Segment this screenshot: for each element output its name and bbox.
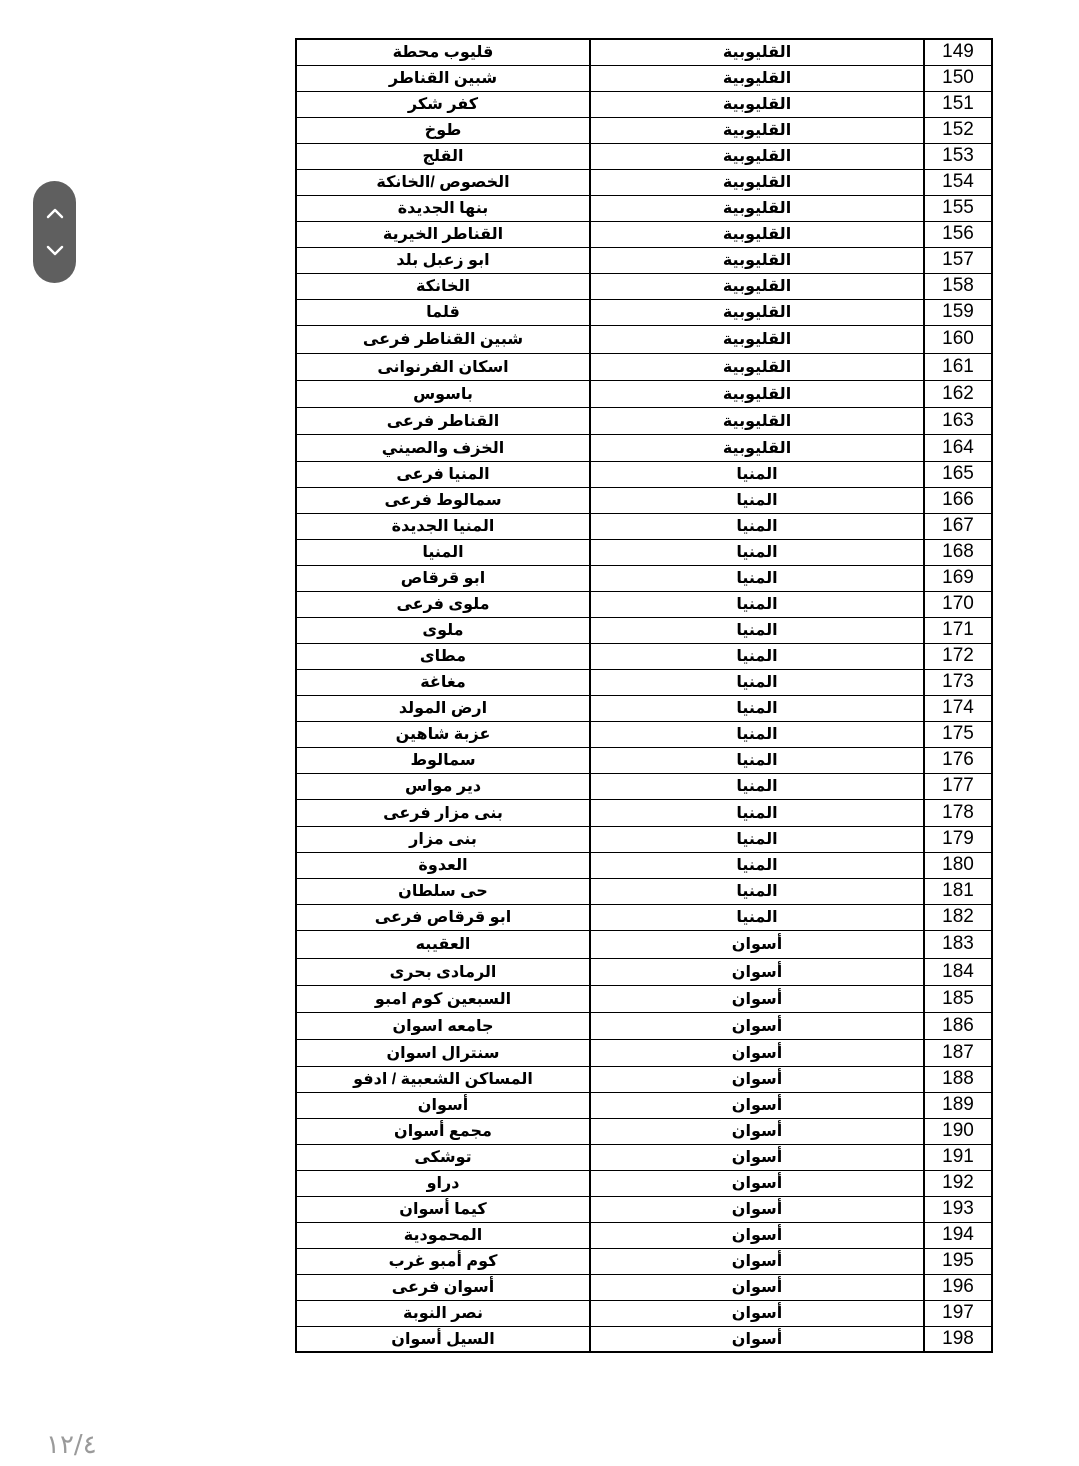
- table-row: [296, 1144, 992, 1170]
- row-number-cell: 152: [924, 117, 992, 143]
- row-number-cell: 153: [924, 143, 992, 169]
- table-row: [296, 852, 992, 878]
- table-row: [296, 904, 992, 930]
- governorate-cell: القليوبية: [590, 65, 924, 91]
- row-number-cell: 166: [924, 487, 992, 513]
- office-name-cell: المنيا: [296, 539, 590, 565]
- table-row: [296, 669, 992, 695]
- office-name-cell: اسكان الفرنوانى: [296, 353, 590, 380]
- table-row: [296, 143, 992, 169]
- row-number-cell: 189: [924, 1092, 992, 1118]
- row-number-cell: 174: [924, 695, 992, 721]
- table-row: [296, 958, 992, 985]
- office-name-cell: المحمودية: [296, 1222, 590, 1248]
- table-row: [296, 1012, 992, 1039]
- governorate-cell: أسوان: [590, 1222, 924, 1248]
- governorate-cell: القليوبية: [590, 91, 924, 117]
- governorate-cell: القليوبية: [590, 143, 924, 169]
- table-row: [296, 1170, 992, 1196]
- row-number-cell: 195: [924, 1248, 992, 1274]
- governorate-cell: القليوبية: [590, 434, 924, 461]
- row-number-cell: 167: [924, 513, 992, 539]
- table-row: [296, 513, 992, 539]
- office-name-cell: السيل أسوان: [296, 1326, 590, 1352]
- governorate-cell: القليوبية: [590, 39, 924, 65]
- governorate-cell: أسوان: [590, 1092, 924, 1118]
- row-number-cell: 197: [924, 1300, 992, 1326]
- office-name-cell: أسوان فرعى: [296, 1274, 590, 1300]
- office-name-cell: سمالوط: [296, 747, 590, 773]
- row-number-cell: 177: [924, 773, 992, 799]
- row-number-cell: 188: [924, 1066, 992, 1092]
- row-number-cell: 182: [924, 904, 992, 930]
- row-number-cell: 175: [924, 721, 992, 747]
- row-number-cell: 150: [924, 65, 992, 91]
- office-name-cell: العدوة: [296, 852, 590, 878]
- governorate-cell: المنيا: [590, 669, 924, 695]
- row-number-cell: 186: [924, 1012, 992, 1039]
- office-name-cell: باسوس: [296, 380, 590, 407]
- governorate-cell: القليوبية: [590, 221, 924, 247]
- office-name-cell: العقيبه: [296, 930, 590, 958]
- office-name-cell: الخصوص /الخانكة: [296, 169, 590, 195]
- page-number: ١٢/٤: [46, 1430, 97, 1460]
- governorate-cell: المنيا: [590, 513, 924, 539]
- office-name-cell: كيما أسوان: [296, 1196, 590, 1222]
- table-row: [296, 826, 992, 852]
- row-number-cell: 190: [924, 1118, 992, 1144]
- table-row: [296, 878, 992, 904]
- offices-table-body: [296, 39, 992, 1352]
- table-row: [296, 434, 992, 461]
- table-row: [296, 461, 992, 487]
- governorate-cell: القليوبية: [590, 299, 924, 325]
- row-number-cell: 184: [924, 958, 992, 985]
- governorate-cell: المنيا: [590, 695, 924, 721]
- table-row: [296, 380, 992, 407]
- office-name-cell: القلج: [296, 143, 590, 169]
- office-name-cell: مطاى: [296, 643, 590, 669]
- governorate-cell: أسوان: [590, 1326, 924, 1352]
- row-number-cell: 151: [924, 91, 992, 117]
- office-name-cell: المساكن الشعبية / ادفو: [296, 1066, 590, 1092]
- office-name-cell: سنترال اسوان: [296, 1039, 590, 1066]
- governorate-cell: القليوبية: [590, 247, 924, 273]
- governorate-cell: المنيا: [590, 747, 924, 773]
- table-row: [296, 117, 992, 143]
- table-row: [296, 65, 992, 91]
- row-number-cell: 171: [924, 617, 992, 643]
- office-name-cell: نصر النوبة: [296, 1300, 590, 1326]
- row-number-cell: 193: [924, 1196, 992, 1222]
- governorate-cell: المنيا: [590, 773, 924, 799]
- governorate-cell: أسوان: [590, 985, 924, 1012]
- governorate-cell: القليوبية: [590, 273, 924, 299]
- governorate-cell: القليوبية: [590, 353, 924, 380]
- row-number-cell: 180: [924, 852, 992, 878]
- office-name-cell: قلما: [296, 299, 590, 325]
- row-number-cell: 154: [924, 169, 992, 195]
- table-row: [296, 1092, 992, 1118]
- governorate-cell: القليوبية: [590, 325, 924, 353]
- row-number-cell: 179: [924, 826, 992, 852]
- governorate-cell: القليوبية: [590, 380, 924, 407]
- governorate-cell: القليوبية: [590, 195, 924, 221]
- row-number-cell: 176: [924, 747, 992, 773]
- governorate-cell: أسوان: [590, 1066, 924, 1092]
- table-row: [296, 247, 992, 273]
- office-name-cell: ملوى فرعى: [296, 591, 590, 617]
- governorate-cell: المنيا: [590, 852, 924, 878]
- governorate-cell: المنيا: [590, 617, 924, 643]
- office-name-cell: ارض المولد: [296, 695, 590, 721]
- table-row: [296, 721, 992, 747]
- row-number-cell: 159: [924, 299, 992, 325]
- office-name-cell: شبين القناطر فرعى: [296, 325, 590, 353]
- table-row: [296, 930, 992, 958]
- row-number-cell: 164: [924, 434, 992, 461]
- table-row: [296, 539, 992, 565]
- governorate-cell: المنيا: [590, 721, 924, 747]
- office-name-cell: ملوى: [296, 617, 590, 643]
- table-row: [296, 195, 992, 221]
- row-number-cell: 168: [924, 539, 992, 565]
- table-row: [296, 91, 992, 117]
- row-number-cell: 198: [924, 1326, 992, 1352]
- office-name-cell: جامعه اسوان: [296, 1012, 590, 1039]
- governorate-cell: أسوان: [590, 1039, 924, 1066]
- governorate-cell: القليوبية: [590, 407, 924, 434]
- row-number-cell: 187: [924, 1039, 992, 1066]
- office-name-cell: كفر شكر: [296, 91, 590, 117]
- table-row: [296, 591, 992, 617]
- office-name-cell: القناطر فرعى: [296, 407, 590, 434]
- governorate-cell: المنيا: [590, 539, 924, 565]
- row-number-cell: 155: [924, 195, 992, 221]
- row-number-cell: 191: [924, 1144, 992, 1170]
- table-row: [296, 487, 992, 513]
- table-row: [296, 407, 992, 434]
- governorate-cell: المنيا: [590, 904, 924, 930]
- office-name-cell: مجمع أسوان: [296, 1118, 590, 1144]
- governorate-cell: أسوان: [590, 1196, 924, 1222]
- office-name-cell: الخانكة: [296, 273, 590, 299]
- office-name-cell: أسوان: [296, 1092, 590, 1118]
- row-number-cell: 172: [924, 643, 992, 669]
- office-name-cell: حى سلطان: [296, 878, 590, 904]
- row-number-cell: 162: [924, 380, 992, 407]
- office-name-cell: عزبة شاهين: [296, 721, 590, 747]
- governorate-cell: المنيا: [590, 565, 924, 591]
- table-row: [296, 747, 992, 773]
- table-row: [296, 1274, 992, 1300]
- office-name-cell: بنها الجديدة: [296, 195, 590, 221]
- governorate-cell: المنيا: [590, 487, 924, 513]
- table-row: [296, 695, 992, 721]
- governorate-cell: أسوان: [590, 930, 924, 958]
- governorate-cell: المنيا: [590, 878, 924, 904]
- table-row: [296, 273, 992, 299]
- row-number-cell: 170: [924, 591, 992, 617]
- page-nav-control: [33, 181, 76, 283]
- table-row: [296, 617, 992, 643]
- row-number-cell: 156: [924, 221, 992, 247]
- row-number-cell: 181: [924, 878, 992, 904]
- table-row: [296, 1196, 992, 1222]
- office-name-cell: السبعين كوم امبو: [296, 985, 590, 1012]
- table-row: [296, 1222, 992, 1248]
- office-name-cell: المنيا الجديدة: [296, 513, 590, 539]
- table-row: [296, 325, 992, 353]
- scroll-up-button[interactable]: [33, 193, 76, 233]
- row-number-cell: 192: [924, 1170, 992, 1196]
- office-name-cell: دير مواس: [296, 773, 590, 799]
- table-row: [296, 985, 992, 1012]
- chevron-down-icon: [46, 245, 64, 257]
- chevron-up-icon: [46, 207, 64, 219]
- office-name-cell: مغاغة: [296, 669, 590, 695]
- row-number-cell: 178: [924, 799, 992, 826]
- governorate-cell: المنيا: [590, 591, 924, 617]
- scroll-down-button[interactable]: [33, 231, 76, 271]
- row-number-cell: 194: [924, 1222, 992, 1248]
- table-row: [296, 299, 992, 325]
- office-name-cell: كوم أمبو غرب: [296, 1248, 590, 1274]
- table-row: [296, 221, 992, 247]
- row-number-cell: 183: [924, 930, 992, 958]
- governorate-cell: المنيا: [590, 461, 924, 487]
- row-number-cell: 163: [924, 407, 992, 434]
- office-name-cell: القناطر الخيرية: [296, 221, 590, 247]
- office-name-cell: الرمادى بحرى: [296, 958, 590, 985]
- table-row: [296, 169, 992, 195]
- office-name-cell: توشكى: [296, 1144, 590, 1170]
- row-number-cell: 196: [924, 1274, 992, 1300]
- governorate-cell: أسوان: [590, 1144, 924, 1170]
- governorate-cell: القليوبية: [590, 169, 924, 195]
- office-name-cell: قليوب محطة: [296, 39, 590, 65]
- office-name-cell: دراو: [296, 1170, 590, 1196]
- governorate-cell: القليوبية: [590, 117, 924, 143]
- table-row: [296, 1300, 992, 1326]
- row-number-cell: 161: [924, 353, 992, 380]
- governorate-cell: أسوان: [590, 1274, 924, 1300]
- table-row: [296, 39, 992, 65]
- office-name-cell: الخزف والصيني: [296, 434, 590, 461]
- table-row: [296, 643, 992, 669]
- row-number-cell: 158: [924, 273, 992, 299]
- table-row: [296, 1326, 992, 1352]
- governorate-cell: أسوان: [590, 1170, 924, 1196]
- governorate-cell: أسوان: [590, 1012, 924, 1039]
- table-row: [296, 1118, 992, 1144]
- table-row: [296, 353, 992, 380]
- table-row: [296, 565, 992, 591]
- governorate-cell: المنيا: [590, 799, 924, 826]
- row-number-cell: 173: [924, 669, 992, 695]
- table-row: [296, 1039, 992, 1066]
- office-name-cell: طوخ: [296, 117, 590, 143]
- row-number-cell: 185: [924, 985, 992, 1012]
- table-row: [296, 799, 992, 826]
- office-name-cell: المنيا فرعى: [296, 461, 590, 487]
- governorate-cell: أسوان: [590, 1118, 924, 1144]
- row-number-cell: 149: [924, 39, 992, 65]
- row-number-cell: 169: [924, 565, 992, 591]
- governorate-cell: المنيا: [590, 643, 924, 669]
- table-row: [296, 773, 992, 799]
- governorate-cell: أسوان: [590, 1300, 924, 1326]
- office-name-cell: ابو قرقاص فرعى: [296, 904, 590, 930]
- office-name-cell: ابو زعبل بلد: [296, 247, 590, 273]
- row-number-cell: 157: [924, 247, 992, 273]
- table-row: [296, 1248, 992, 1274]
- row-number-cell: 165: [924, 461, 992, 487]
- governorate-cell: المنيا: [590, 826, 924, 852]
- governorate-cell: أسوان: [590, 958, 924, 985]
- office-name-cell: بنى مزار فرعى: [296, 799, 590, 826]
- office-name-cell: بنى مزار: [296, 826, 590, 852]
- offices-table: [295, 38, 993, 1353]
- office-name-cell: شبين القناطر: [296, 65, 590, 91]
- office-name-cell: ابو قرقاص: [296, 565, 590, 591]
- office-name-cell: سمالوط فرعى: [296, 487, 590, 513]
- row-number-cell: 160: [924, 325, 992, 353]
- governorate-cell: أسوان: [590, 1248, 924, 1274]
- table-row: [296, 1066, 992, 1092]
